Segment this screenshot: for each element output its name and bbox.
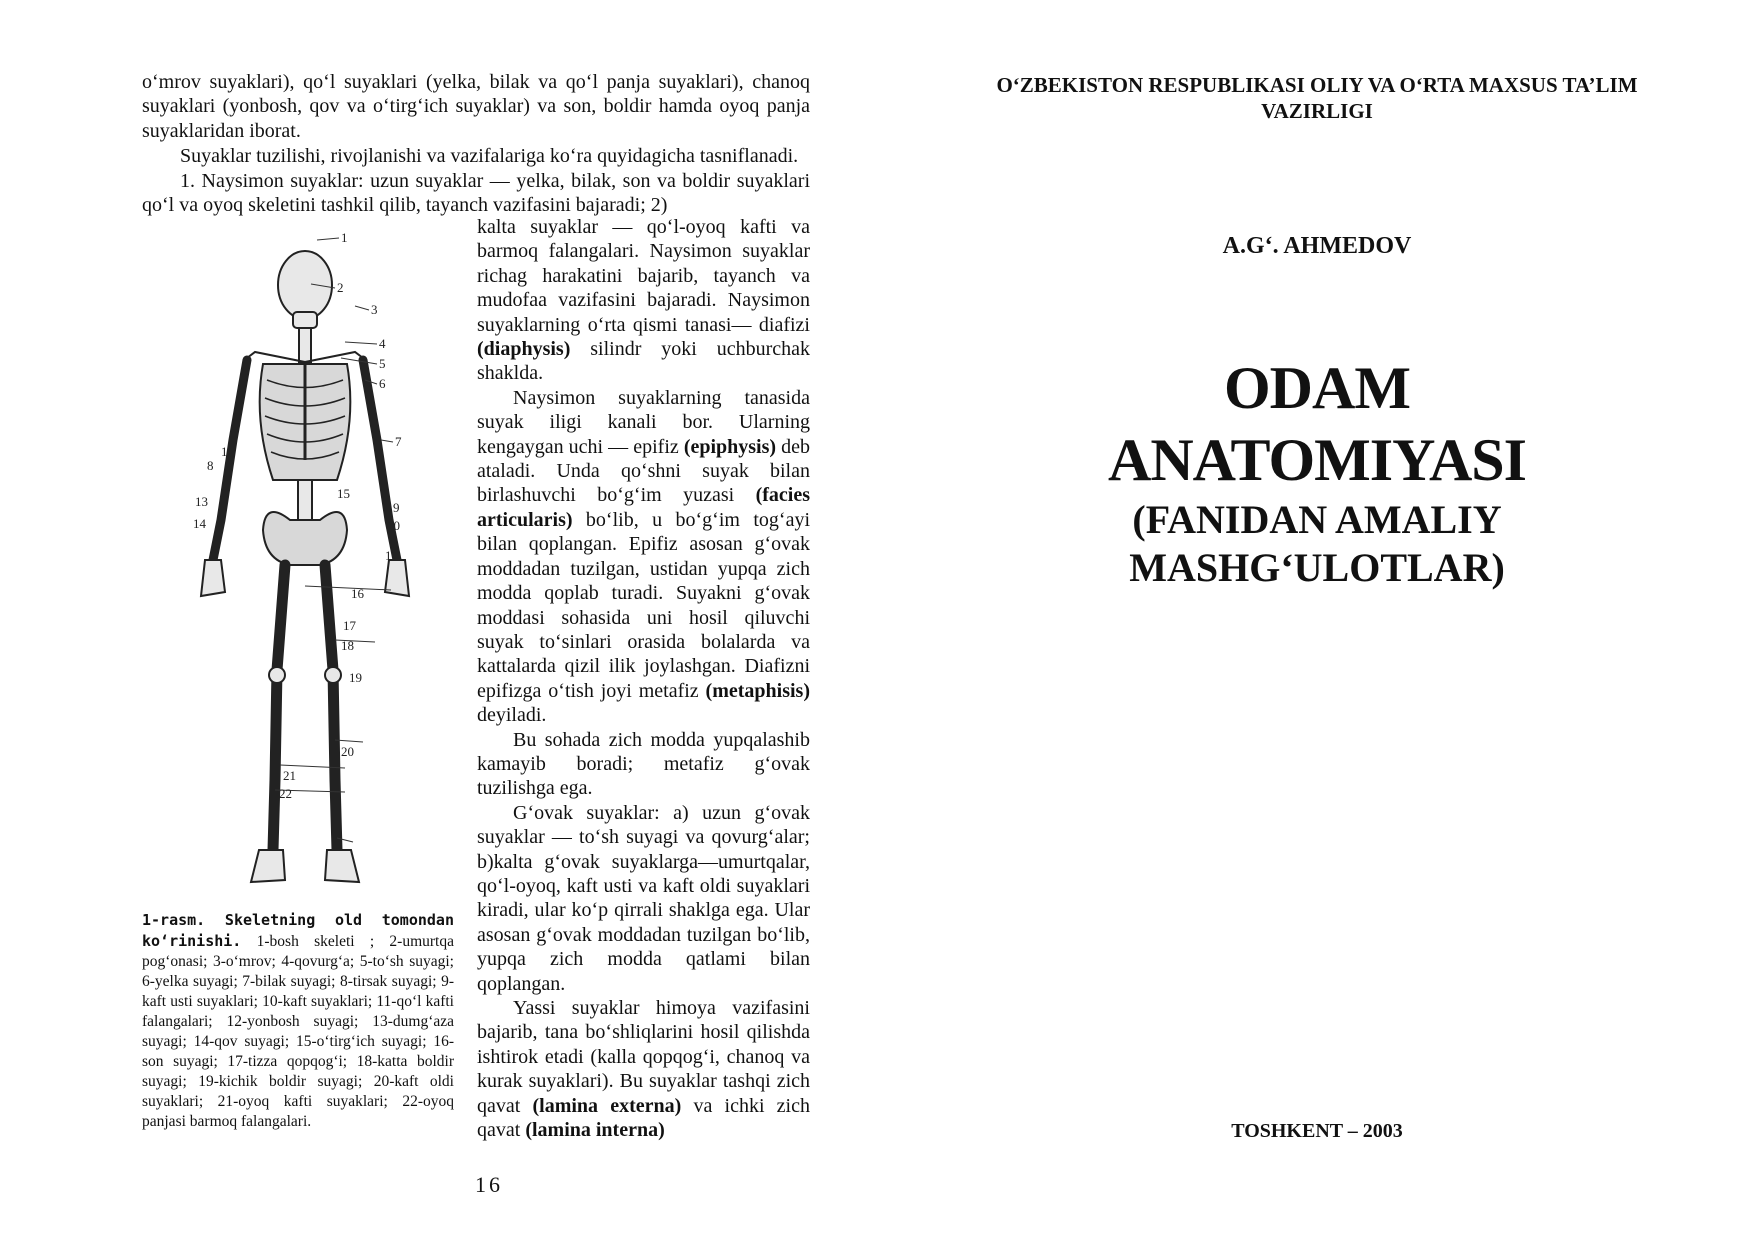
figure-label: 9	[393, 500, 400, 515]
column-paragraph: Naysimon suyaklarning tanasida suyak iligi kanali bor. Ularning kengaygan uchi — epifiz (epiphysis) deb ataladi. Unda qo‘shni suyak bilan birlashuvchi bo‘g‘im yuzasi (facies articularis) bo‘lib, u bo‘g‘im tog‘ayi bilan qoplangan. Epifiz asosan g‘ovak moddadan tuzilgan, ustidan yupqa zich modda qoplab turadi. Suyakni g‘ovak moddasi sohasida uni hosil qiluvchi suyak to‘sinlari orasida bolalarda va kattalarda qizil ilik joylashgan. Diafizni epifizga o‘tish joyi metafiz (metaphisis) deyiladi.	[477, 386, 810, 727]
left-arm	[213, 360, 247, 560]
text-column	[477, 215, 810, 1142]
latin-term: (metaphisis)	[705, 679, 810, 702]
left-leg	[273, 565, 285, 850]
jaw	[293, 312, 317, 328]
figure-label: 10	[387, 518, 400, 533]
title-line: ODAM	[1224, 355, 1410, 421]
ministry-heading: O‘ZBEKISTON RESPUBLIKASI OLIY VA O‘RTA MAXSUS TA’LIM VAZIRLIGI	[996, 73, 1638, 123]
neck	[299, 328, 311, 362]
book-title	[937, 352, 1697, 496]
figure-label: 11	[385, 548, 398, 563]
figure-label: 13	[195, 494, 208, 509]
right-knee	[325, 667, 341, 683]
title-page	[877, 0, 1754, 1240]
figure-label: 19	[349, 670, 362, 685]
figure-label: 22	[279, 786, 292, 801]
right-foot	[325, 850, 359, 882]
latin-term: (facies articularis)	[477, 484, 810, 531]
figure-label: 18	[341, 638, 354, 653]
left-knee	[269, 667, 285, 683]
figure-label: 21	[283, 768, 296, 783]
column-paragraph: kalta suyaklar — qo‘l-oyoq kafti va barmoq falangalari. Naysimon suyaklar richag harakatini bajarib, tayanch va mudofaa vazifasini bajaradi. Naysimon suyaklarning o‘rta qismi tanasi— diafizi (diaphysis) silindr yoki uchburchak shaklda.	[477, 216, 810, 385]
caption-text: 1-bosh skeleti ; 2-umurtqa pog‘onasi; 3-o‘mrov; 4-qovurg‘a; 5-to‘sh suyagi; 6-yelka suyagi; 7-bilak suyagi; 8-tirsak suyagi; 9-kaft usti suyaklari; 10-kaft suyaklari; 11-qo‘l kafti falangalari; 12-yonbosh suyagi; 13-dumg‘aza suyagi; 14-qov suyagi; 15-o‘tirg‘ich suyagi; 16-son suyagi; 17-tizza qopqog‘i; 18-katta boldir suyagi; 19-kichik boldir suyagi; 20-kaft oldi suyaklari; 21-oyoq kafti suyaklari; 22-oyoq panjasi barmoq falangalari.	[142, 933, 454, 1130]
figure-label: 7	[395, 434, 402, 449]
column-paragraph: G‘ovak suyaklar: a) uzun g‘ovak suyaklar — to‘sh suyagi va qovurg‘alar; b)kalta g‘ovak suyaklarga—umurtqalar, qo‘l-oyoq, kaft usti va kaft oldi suyaklari kiradi, ular ko‘p qirrali shaklga ega. Ular asosan g‘ovak moddadan tuzilgan bo‘lib, yupqa zich modda qatlami bilan qoplangan.	[477, 801, 810, 995]
latin-term: (lamina externa)	[532, 1094, 682, 1117]
right-hand	[385, 560, 409, 596]
figure-label: 20	[341, 744, 354, 759]
left-foot	[251, 850, 285, 882]
book-subtitle	[937, 496, 1697, 592]
right-leg	[325, 565, 337, 850]
figure-label: 4	[379, 336, 386, 351]
latin-term: (diaphysis)	[477, 338, 571, 361]
figure-caption	[142, 910, 454, 1132]
figure-label: 15	[337, 486, 350, 501]
tubular-bones-paragraph: 1. Naysimon suyaklar: uzun suyaklar — yelka, bilak, son va boldir suyaklari qo‘l va oyoq skeletini tashkil qilib, tayanch vazifasini bajaradi; 2)	[142, 170, 810, 217]
latin-term: (epiphysis)	[683, 435, 777, 458]
intro-paragraph: o‘mrov suyaklari), qo‘l suyaklari (yelka, bilak va qo‘l panja suyaklari), chanoq suyaklari (yonbosh, qov va o‘tirg‘ich suyaklar) va son, boldir hamda oyoq panja suyaklaridan iborat.	[142, 71, 810, 142]
figure-label: 16	[351, 586, 364, 601]
column-paragraph: Bu sohada zich modda yupqalashib kamayib boradi; metafiz g‘ovak tuzilishga ega.	[477, 728, 810, 800]
title-line: ANATOMIYASI	[1108, 427, 1526, 493]
figure-label: 6	[379, 376, 386, 391]
left-hand	[201, 560, 225, 596]
skull	[278, 251, 332, 319]
classification-paragraph: Suyaklar tuzilishi, rivojlanishi va vazifalariga ko‘ra quyidagicha tasniflanadi.	[180, 145, 799, 167]
skeleton-figure	[155, 230, 475, 910]
caption-title: 1-rasm. Skeletning old tomondan ko‘rinishi.	[142, 911, 454, 950]
figure-label: 12	[221, 444, 234, 459]
pelvis	[263, 512, 347, 565]
subtitle-line: MASHG‘ULOTLAR)	[1129, 545, 1505, 590]
author-name: A.G‘. AHMEDOV	[1222, 233, 1412, 259]
subtitle-line: (FANIDAN AMALIY	[1132, 497, 1502, 542]
column-paragraph: Yassi suyaklar himoya vazifasini bajarib, tana bo‘shliqlarini hosil qilishda ishtirok etadi (kalla qopqog‘i, chanoq va kurak suyaklari). Bu suyaklar tashqi zich qavat (lamina externa) va ichki zich qavat (lamina interna)	[477, 997, 810, 1142]
figure-label: 1	[341, 230, 348, 245]
figure-label: 17	[343, 618, 356, 633]
page-number: 16	[475, 1172, 503, 1197]
figure-label: 5	[379, 356, 386, 371]
figure-label: 8	[207, 458, 214, 473]
figure-label: 3	[371, 302, 378, 317]
figure-label: 2	[337, 280, 344, 295]
figure-label: 14	[193, 516, 206, 531]
latin-term: (lamina interna)	[525, 1119, 665, 1142]
imprint: TOSHKENT – 2003	[1231, 1120, 1403, 1142]
